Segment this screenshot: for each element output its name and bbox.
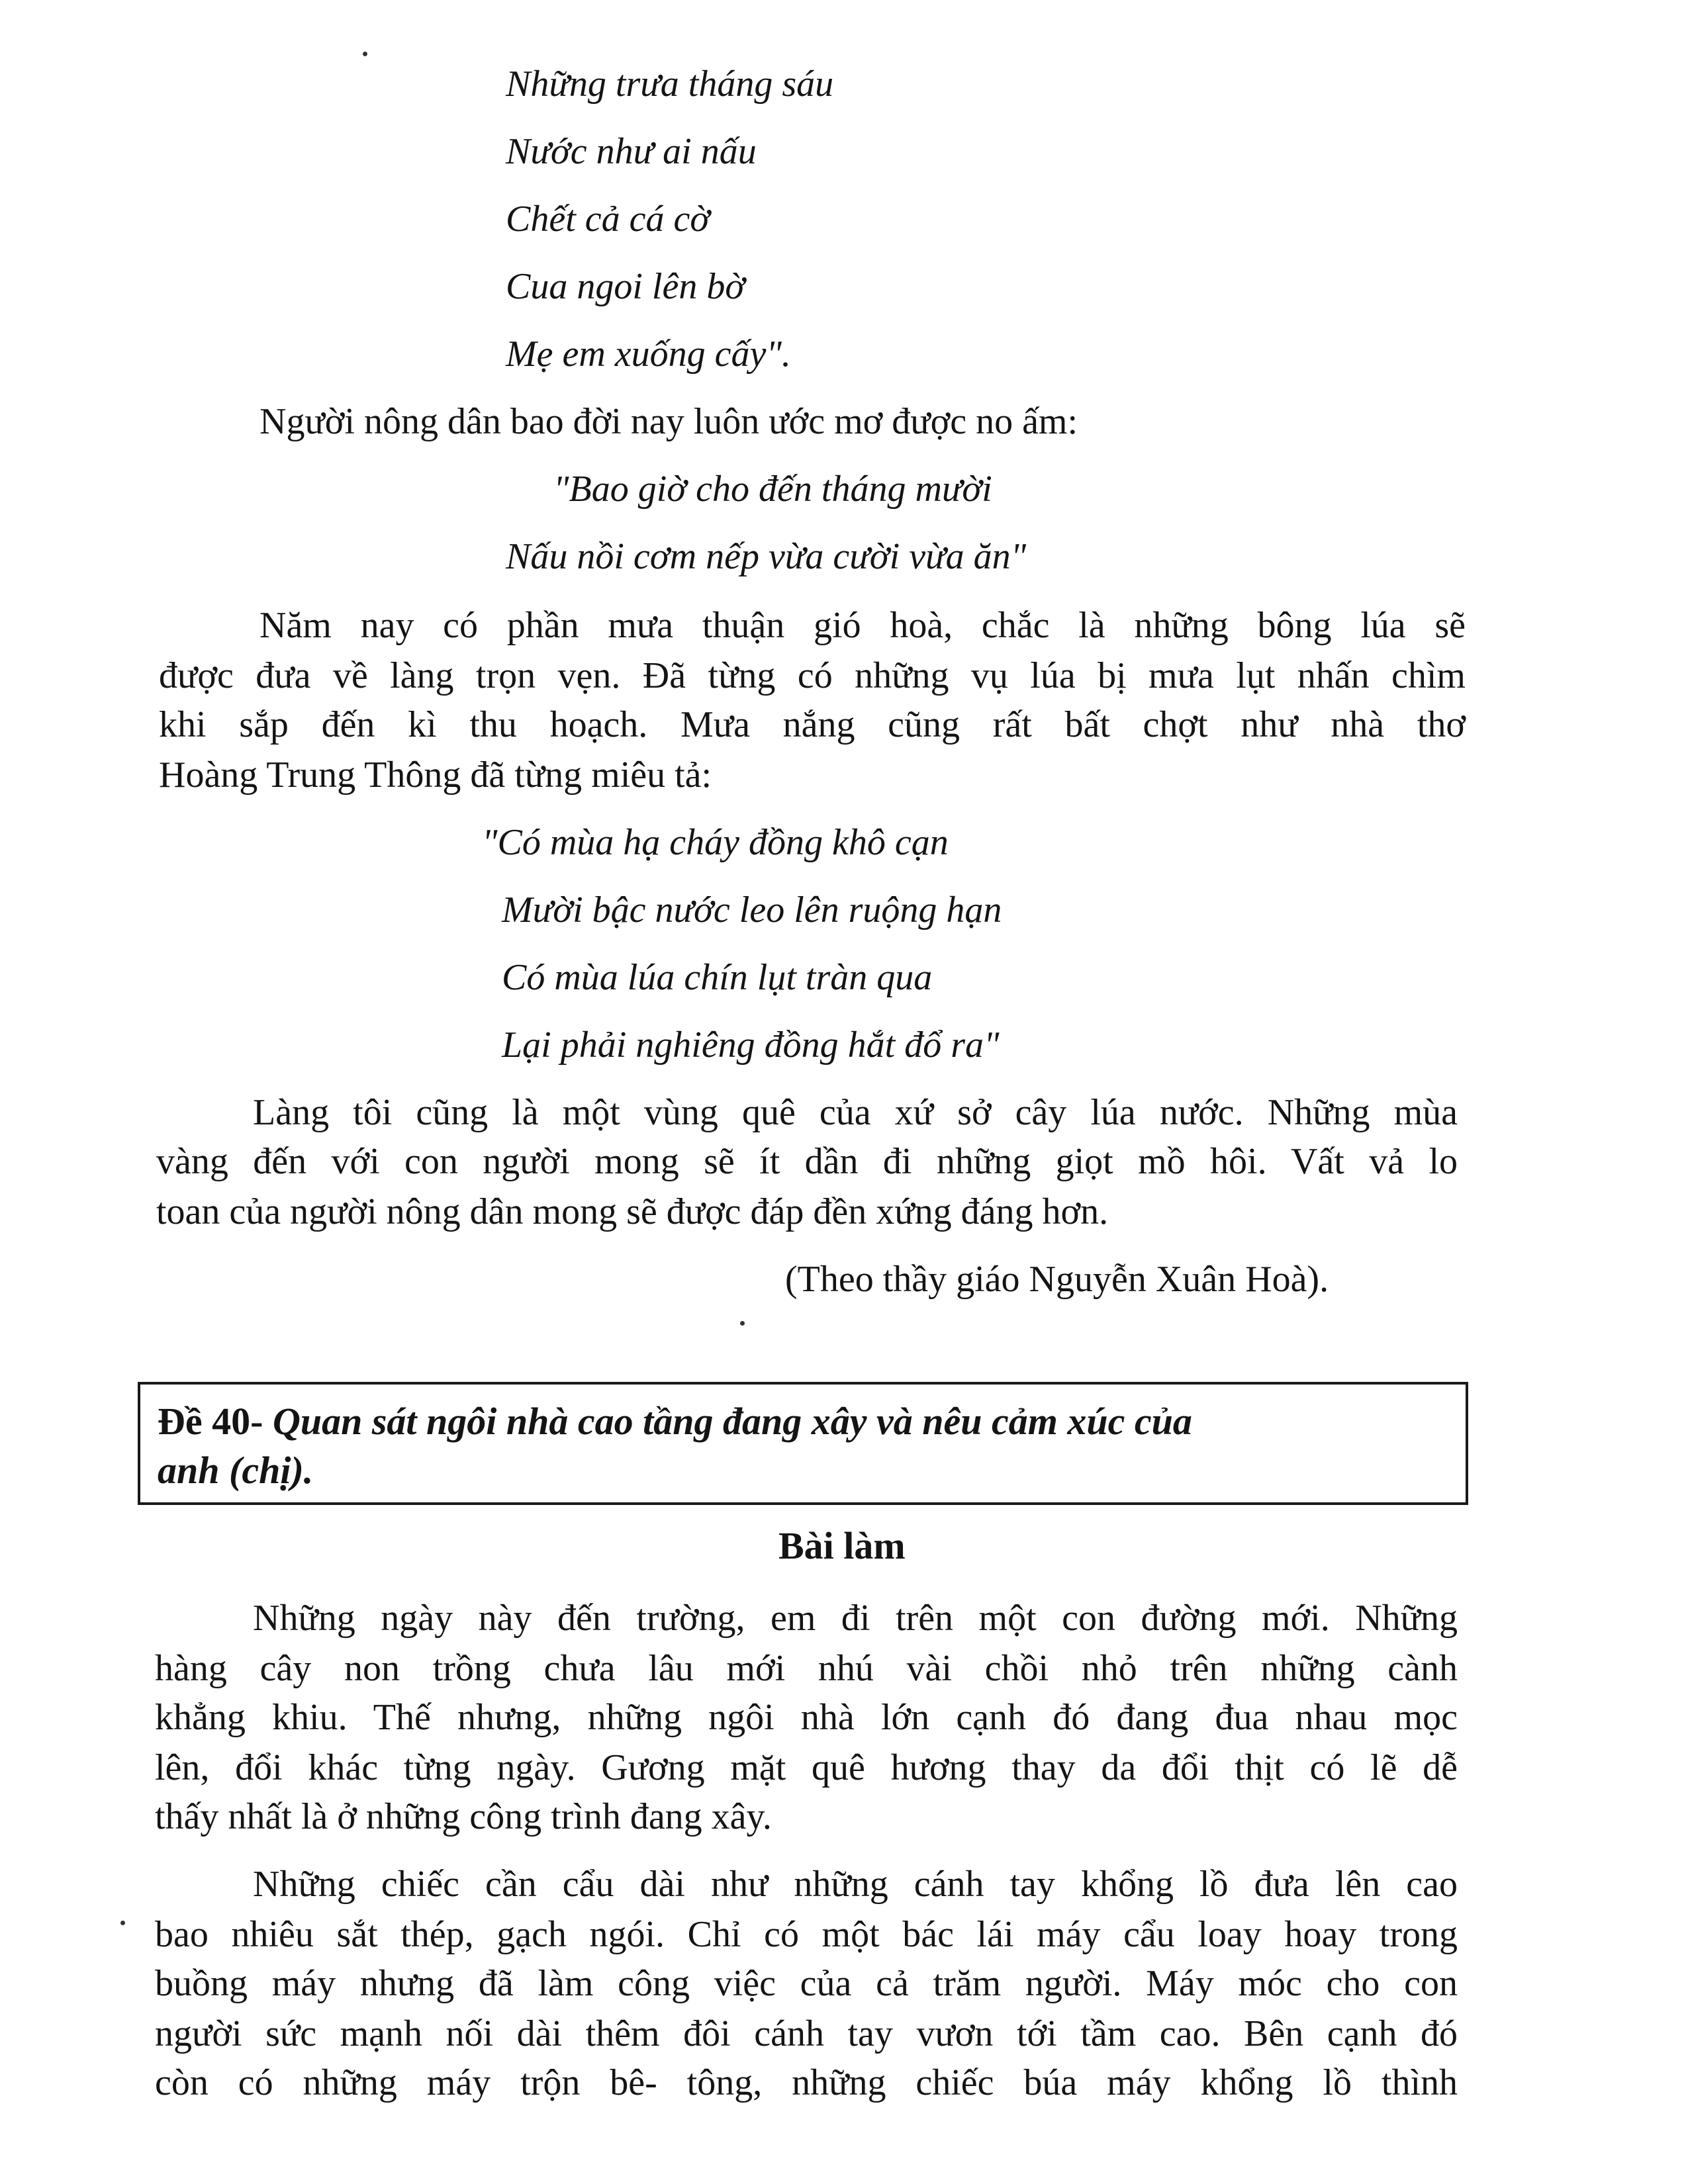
essay-title: Bài làm xyxy=(778,1524,906,1567)
paragraph-line: khi sắp đến kì thu hoạch. Mưa nắng cũng rất bất chợt như nhà thơ xyxy=(159,704,1466,745)
scan-speck xyxy=(740,1321,745,1326)
exercise-heading-box xyxy=(138,1382,1468,1505)
poem-line: Mười bậc nước leo lên ruộng hạn xyxy=(502,889,1002,931)
paragraph-line: buồng máy nhưng đã làm công việc của cả trăm người. Máy móc cho con xyxy=(155,1963,1458,2004)
paragraph-line: bao nhiêu sắt thép, gạch ngói. Chỉ có một bác lái máy cẩu loay hoay trong xyxy=(155,1914,1458,1955)
paragraph-line: Những chiếc cần cẩu dài như những cánh tay khổng lồ đưa lên cao xyxy=(253,1864,1458,1905)
paragraph-line: Năm nay có phần mưa thuận gió hoà, chắc là những bông lúa sẽ xyxy=(259,605,1466,646)
paragraph-line: Hoàng Trung Thông đã từng miêu tả: xyxy=(159,754,712,796)
exercise-heading-line xyxy=(158,1398,1192,1445)
exercise-prompt: Quan sát ngôi nhà cao tầng đang xây và nêu cảm xúc của xyxy=(272,1400,1192,1443)
paragraph-line: khẳng khiu. Thế nhưng, những ngôi nhà lớn cạnh đó đang đua nhau mọc xyxy=(155,1697,1458,1738)
poem-line: "Bao giờ cho đến tháng mười xyxy=(553,469,992,510)
paragraph-line: còn có những máy trộn bê- tông, những chiếc búa máy khổng lồ thình xyxy=(155,2062,1458,2103)
poem-line: "Có mùa hạ cháy đồng khô cạn xyxy=(482,822,949,863)
poem-line: Có mùa lúa chín lụt tràn qua xyxy=(502,957,933,998)
paragraph-line: Làng tôi cũng là một vùng quê của xứ sở cây lúa nước. Những mùa xyxy=(253,1092,1458,1133)
paragraph-line: Những ngày này đến trường, em đi trên một con đường mới. Những xyxy=(253,1598,1458,1639)
paragraph-line: Người nông dân bao đời nay luôn ước mơ được no ấm: xyxy=(259,401,1078,442)
poem-line: Mẹ em xuống cấy". xyxy=(506,334,791,375)
exercise-label: Đề 40- xyxy=(158,1400,263,1443)
poem-line: Chết cả cá cờ xyxy=(506,199,710,240)
attribution: (Theo thầy giáo Nguyễn Xuân Hoà). xyxy=(785,1259,1329,1300)
poem-line: Cua ngoi lên bờ xyxy=(506,266,745,307)
poem-line: Nước như ai nấu xyxy=(506,131,757,172)
poem-line: Lại phải nghiêng đồng hắt đổ ra" xyxy=(502,1024,1000,1066)
exercise-heading-line: anh (chị). xyxy=(158,1449,314,1492)
paragraph-line: được đưa về làng trọn vẹn. Đã từng có những vụ lúa bị mưa lụt nhấn chìm xyxy=(159,655,1466,696)
scan-speck xyxy=(120,1921,125,1925)
paragraph-line: toan của người nông dân mong sẽ được đáp đền xứng đáng hơn. xyxy=(156,1191,1109,1232)
poem-line: Những trưa tháng sáu xyxy=(506,64,834,105)
paragraph-line: thấy nhất là ở những công trình đang xây. xyxy=(155,1796,772,1837)
paragraph-line: hàng cây non trồng chưa lâu mới nhú vài chồi nhỏ trên những cành xyxy=(155,1648,1458,1689)
paragraph-line: người sức mạnh nối dài thêm đôi cánh tay vươn tới tầm cao. Bên cạnh đó xyxy=(155,2013,1458,2054)
paragraph-line: lên, đổi khác từng ngày. Gương mặt quê hương thay da đổi thịt có lẽ dễ xyxy=(155,1747,1458,1788)
scan-speck xyxy=(363,52,367,56)
poem-line: Nấu nồi cơm nếp vừa cười vừa ăn" xyxy=(506,536,1027,577)
paragraph-line: vàng đến với con người mong sẽ ít dần đi những giọt mồ hôi. Vất vả lo xyxy=(156,1141,1458,1182)
